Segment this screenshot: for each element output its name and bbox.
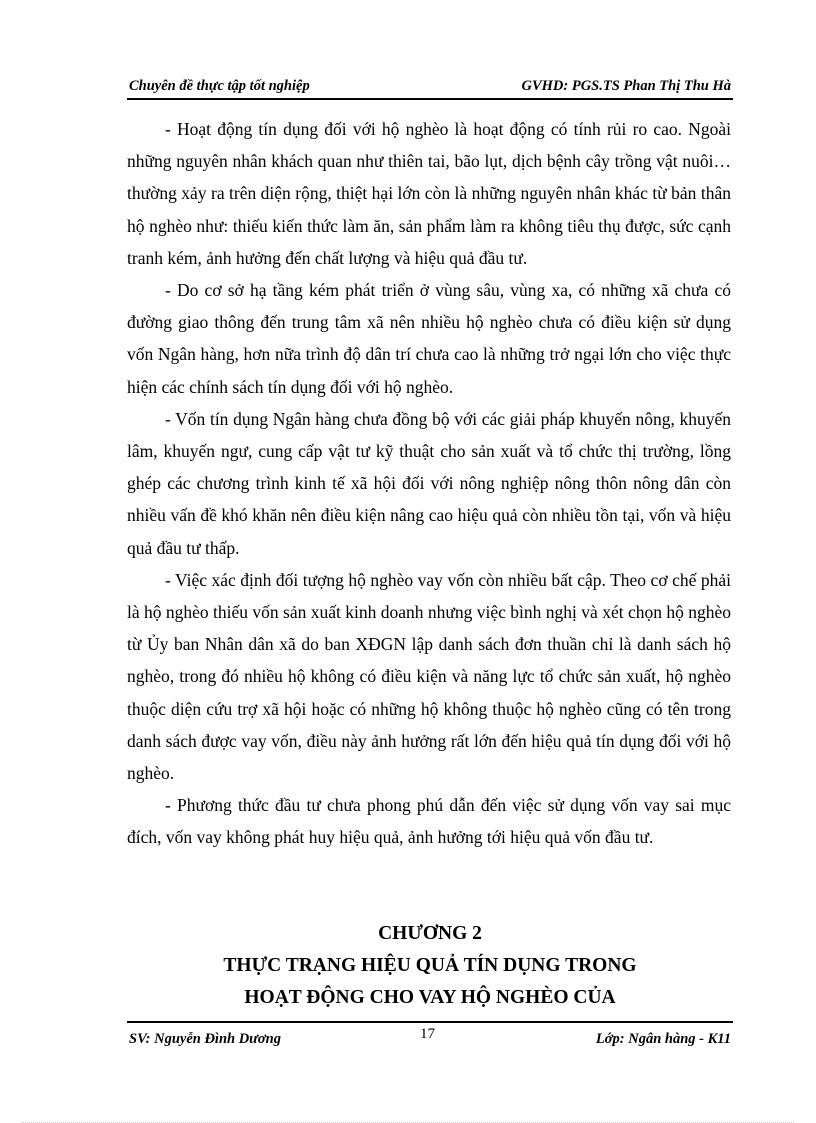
page-header bbox=[127, 74, 733, 100]
page-number: 17 bbox=[420, 1026, 435, 1042]
chapter-heading bbox=[127, 918, 733, 1014]
paragraph: - Hoạt động tín dụng đối với hộ nghèo là hoạt động có tính rủi ro cao. Ngoài những nguyên nhân khách quan như thiên tai, bão lụt, dịch bệnh cây trồng vật nuôi…thường xảy ra trên diện rộng, thiệt hại lớn còn là những nguyên nhân khác từ bản thân hộ nghèo như: thiếu kiến thức làm ăn, sản phẩm làm ra không tiêu thụ được, sức cạnh tranh kém, ảnh hưởng đến chất lượng và hiệu quả đầu tư. bbox=[127, 119, 731, 268]
page-footer bbox=[127, 1021, 733, 1053]
paragraph: - Phương thức đầu tư chưa phong phú dẫn đến việc sử dụng vốn vay sai mục đích, vốn vay không phát huy hiệu quả, ảnh hưởng tới hiệu quả vốn đầu tư. bbox=[127, 795, 731, 848]
footer-student: SV: Nguyễn Đình Dương bbox=[129, 1031, 281, 1047]
chapter-title-line: THỰC TRẠNG HIỆU QUẢ TÍN DỤNG TRONG bbox=[223, 955, 637, 976]
header-course-title: Chuyên đề thực tập tốt nghiệp bbox=[129, 78, 310, 94]
body-text bbox=[127, 113, 731, 854]
chapter-number: CHƯƠNG 2 bbox=[378, 923, 482, 944]
paragraph: - Việc xác định đối tượng hộ nghèo vay vốn còn nhiều bất cập. Theo cơ chế phải là hộ nghèo thiếu vốn sản xuất kinh doanh nhưng việc bình nghị và xét chọn hộ nghèo từ Ủy ban Nhân dân xã do ban XĐGN lập danh sách đơn thuần chỉ là danh sách hộ nghèo, trong đó nhiều hộ không có điều kiện và năng lực tổ chức sản xuất, hộ nghèo thuộc diện cứu trợ xã hội hoặc có những hộ không thuộc hộ nghèo cũng có tên trong danh sách được vay vốn, điều này ảnh hưởng rất lớn đến hiệu quả tín dụng đối với hộ nghèo. bbox=[127, 569, 731, 784]
paragraph: - Vốn tín dụng Ngân hàng chưa đồng bộ với các giải pháp khuyến nông, khuyến lâm, khuyến ngư, cung cấp vật tư kỹ thuật cho sản xuất và tổ chức thị trường, lồng ghép các chương trình kinh tế xã hội đối với nông nghiệp nông thôn nông dân còn nhiều vấn đề khó khăn nên điều kiện nâng cao hiệu quả còn nhiều tồn tại, vốn và hiệu quả đầu tư thấp. bbox=[127, 408, 731, 558]
footer-class: Lớp: Ngân hàng - K11 bbox=[595, 1031, 731, 1047]
chapter-title-line: HOẠT ĐỘNG CHO VAY HỘ NGHÈO CỦA bbox=[244, 987, 616, 1008]
header-supervisor: GVHD: PGS.TS Phan Thị Thu Hà bbox=[521, 78, 731, 94]
paragraph: - Do cơ sở hạ tầng kém phát triển ở vùng sâu, vùng xa, có những xã chưa có đường giao thông đến trung tâm xã nên nhiều hộ nghèo chưa có điều kiện sử dụng vốn Ngân hàng, hơn nữa trình độ dân trí chưa cao là những trở ngại lớn cho việc thực hiện các chính sách tín dụng đối với hộ nghèo. bbox=[127, 280, 731, 397]
